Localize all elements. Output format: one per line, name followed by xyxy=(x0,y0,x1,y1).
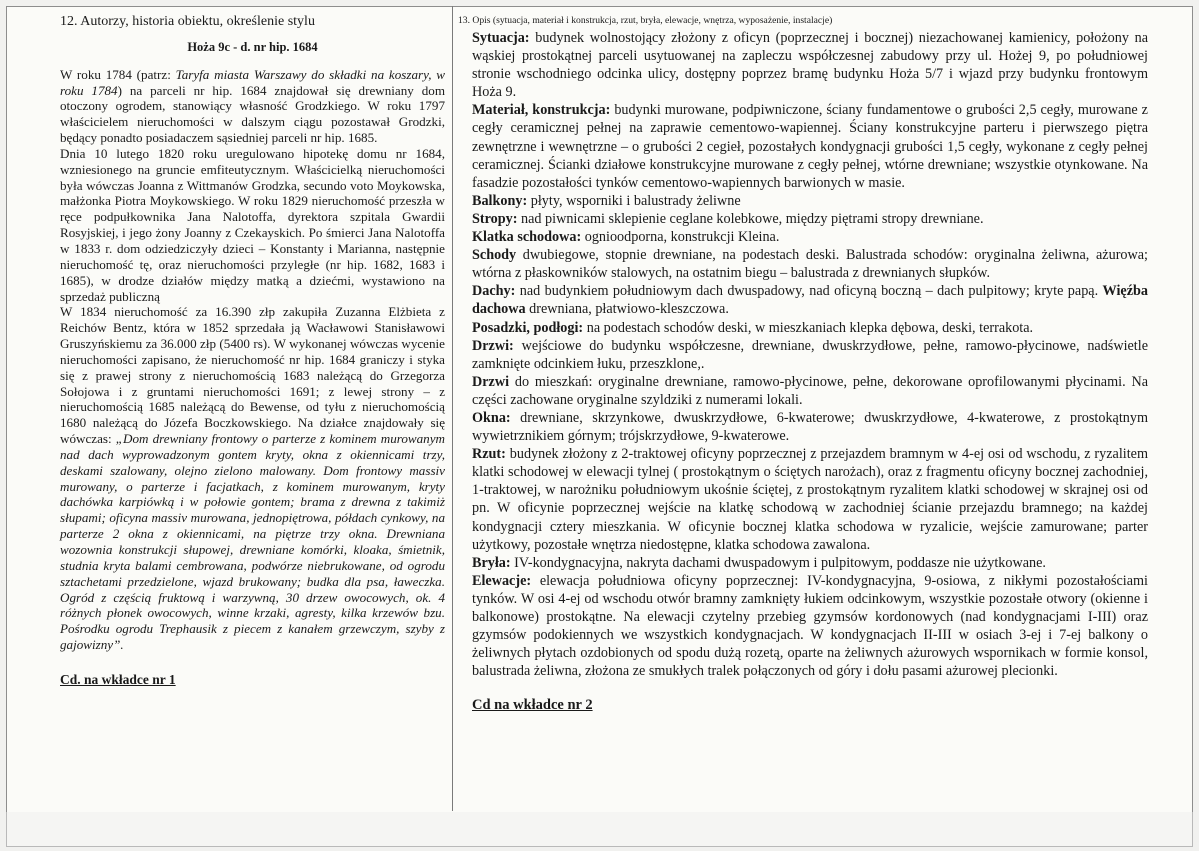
wiezba-text: drewniana, płatwiowo-kleszczowa. xyxy=(525,301,729,318)
klatka-paragraph xyxy=(472,228,1148,246)
continuation-note-1: Cd. na wkładce nr 1 xyxy=(60,671,176,687)
klatka-text: ognioodporna, konstrukcji Kleina. xyxy=(581,229,780,246)
schody-paragraph xyxy=(472,246,1148,282)
rzut-text: budynek złożony z 2-traktowej oficyny poprzecznej z przejazdem bramnym w 4-ej osi od wschodu, z ryzalitem klatki schodowej w elewacji tylnej ( prostokątnym o ściętych narożach), oraz z fragmentu oficyny bocznej zachodniej, 1-traktowej, w narożniku południowym ukośnie ściętej, z prostokątnym ryzalitem klatki schodowej w skrajnej osi od pn. W oficynie poprzecznej wejście na klatkę schodową w zachodniej ścianie przejazdu bramnego; na każdej kondygnacji cztery mieszkania. W oficynie bocznej klatka schodowa w ryzalicie, wejście zamurowane; parter użytkowy, pozostałe wnętrza niedostępne, klatka schodowa zawalona. xyxy=(472,446,1148,553)
history-paragraph-1 xyxy=(60,67,445,146)
drzwi-paragraph xyxy=(472,337,1148,373)
schody-label: Schody xyxy=(472,247,517,264)
section-13-heading: 13. Opis (sytuacja, materiał i konstrukcja, rzut, bryła, elewacje, wnętrza, wyposażenie, instalacje) xyxy=(458,15,833,26)
stropy-label: Stropy: xyxy=(472,210,518,227)
sytuacja-paragraph xyxy=(472,29,1148,101)
history-column xyxy=(60,14,445,688)
okna-label: Okna: xyxy=(472,409,511,426)
klatka-label: Klatka schodowa: xyxy=(472,229,582,246)
balkony-paragraph xyxy=(472,192,1148,210)
bottom-margin-strip xyxy=(6,812,1193,847)
p1-text-b: ) na parceli nr hip. 1684 znajdował się drewniany dom otoczony ogrodem, stanowiący własność Grodzkiego. W roku 1797 właścicielem nieruchomości w dalszym ciągu pozostawał Grodzki, będący ponadto posiadaczem sąsiedniej parceli nr hip. 1685. xyxy=(60,82,445,146)
posadzki-paragraph xyxy=(472,319,1148,337)
drzwi-mieszkan-label: Drzwi xyxy=(472,373,510,390)
okna-paragraph xyxy=(472,409,1148,445)
material-label: Materiał, konstrukcja: xyxy=(472,102,611,119)
elewacje-text: elewacja południowa oficyny poprzecznej: IV-kondygnacyjna, 9-osiowa, z nikłymi pozostałościami tynków. W osi 4-ej od wschodu otwór bramny zamknięty łukiem odcinkowym, wszystkie pozostałe otwory (okienne i balkonowe) prostokątne. Na elewacji czytelny przebieg gzymsów kordonowych (nad kondygnacjami I-III) oraz gzymsów podokiennych we wszystkich kondygnacjach. W kondygnacjach II-III w osiach 3-ej i 7-ej balkony o żeliwnych płytach ozdobionych od spodu dużą rozetą, oparte na żeliwnych ażurowych wspornikach w formie konsol, balustrada żeliwna, złożona ze smukłych tralek połączonych od góry i dołu pasami ażurowej plecionki. xyxy=(472,572,1148,680)
drzwi-text: wejściowe do budynku współczesne, drewniane, dwuskrzydłowe, pełne, ramowo-płycinowe, nadświetle zamknięte odcinkiem łuku, przeszklone,. xyxy=(472,337,1148,372)
drzwi-mieszkan-text: do mieszkań: oryginalne drewniane, ramowo-płycinowe, pełne, dekorowane oprofilowanymi płycinami. Na części zachowane oryginalne szyldziki z numerami lokali. xyxy=(472,373,1148,408)
okna-text: drewniane, skrzynkowe, dwuskrzydłowe, 6-kwaterowe; dwuskrzydłowe, 4-kwaterowe, z prostokątnym wywietrznikiem górnym; trójskrzydłowe, 9-kwaterowe. xyxy=(472,409,1148,445)
wiezba-label: Więźba dachowa xyxy=(472,283,1148,318)
stropy-paragraph xyxy=(472,210,1148,228)
rzut-label: Rzut: xyxy=(472,446,506,463)
rzut-paragraph xyxy=(472,445,1148,554)
balkony-label: Balkony: xyxy=(472,192,528,209)
history-paragraph-2: Dnia 10 lutego 1820 roku uregulowano hipotekę domu nr 1684, wzniesionego na gruncie emfiteutycznym. Właścicielką nieruchomości była wówczas Joanna z Wittmanów Grodzka, secundo voto Moykowska, małżonka Piotra Moykowskiego. W roku 1829 nieruchomość przeszła w ręce podpułkownika Jana Nalotoffa, dyrektora szpitala Gwardii Rosyjskiej, i jego żony Joanny z Czekayskich. Po śmierci Jana Nalotoffa w 1833 r. dom odziedziczyły dzieci – Konstanty i Marianna, następnie nieruchomość tę, oraz nieruchomości przyległe (nr hip. 1682, 1683 i 1685), w drodze działów między matką a dziećmi, wystawiono na sprzedaż publiczną xyxy=(60,145,445,304)
p1-text-a: W roku 1784 (patrz: xyxy=(60,66,176,82)
description-column xyxy=(458,14,1148,714)
posadzki-text: na podestach schodów deski, w mieszkaniach klepka dębowa, deski, terrakota. xyxy=(583,319,1034,336)
elewacje-label: Elewacje: xyxy=(472,572,532,589)
material-text: budynki murowane, podpiwniczone, ściany fundamentowe o grubości 2,5 cegły, murowane z cegły ceramicznej pełnej na zaprawie cementowo-wapiennej. Ściany konstrukcyjne parteru i pierwszego piętra zewnętrzne i wewnętrzne – o grubości 2 cegieł, pozostałych kondygnacji grubości 1,5 cegły, wykonane z cegły pełnej ceramicznej. Ścianki działowe konstrukcyjne murowane z cegły pełnej, wtórne drewniane; wszystkie otynkowane. Na fasadzie pozostałości tynków cementowo-wapiennych barwionych w masie. xyxy=(472,102,1148,191)
posadzki-label: Posadzki, podłogi: xyxy=(472,319,584,336)
address-subheading: Hoża 9c - d. nr hip. 1684 xyxy=(187,39,318,54)
drzwi-label: Drzwi: xyxy=(472,337,514,354)
history-paragraph-3 xyxy=(60,304,445,653)
dachy-label: Dachy: xyxy=(472,283,516,300)
column-divider xyxy=(452,6,453,811)
sytuacja-text: budynek wolnostojący złożony z oficyn (poprzecznej i bocznej) niezachowanej kamienicy, położony na wąskiej prostokątnej parceli usytuowanej na zapleczu współczesnej zabudowy przy ul. Hożej 9, po południowej stronie wschodniego odcinka ulicy, dostępny poprzez bramę budynku Hoża 5/7 i wjazd przy budynku frontowym Hoża 9. xyxy=(472,30,1148,101)
schody-text: dwubiegowe, stopnie drewniane, na podestach deski. Balustrada schodów: oryginalna żeliwna, ażurowa; wtórna z płaskowników stalowych, na ostatnim biegu – balustrada z drewnianych słupków. xyxy=(472,247,1148,282)
p3-italic-quote: „Dom drewniany frontowy o parterze z kominem murowanym nad dach wyprowadzonym gontem kryty, okna z okiennicami trzy, deskami szalowany, olejno zielono malowany. Dom frontowy massiv murowany, o parterze i facjatkach, z kominem murowanym, kryty dachówka karpiówką i w połowie gontem; brama z drewna z takimiż słupami; oficyna massiv murowana, jednopiętrowa, półdach cynkowy, na parterze 2 okna z okiennicami, na piętrze trzy okna. Drewniana wozownia konstrukcji słupowej, drewniane komórki, kloaka, śmietnik, studnia kryta balami cembrowana, podwórze niebrukowane, od ogrodu sztachetami przedzielone, wjazd brukowany; budka dla psa, ławeczka. Ogród z częścią fruktową i warzywną, 30 drzew owocowych, ok. 4 różnych płonek owocowych, winne krzaki, agresty, kilka krzewów bzu. Pośrodku ogrodu Trephausik z piecem z kanałem grzewczym, szyby z gajowizny”. xyxy=(60,431,445,653)
elewacje-paragraph xyxy=(472,572,1148,681)
bryla-text: IV-kondygnacyjna, nakryta dachami dwuspadowym i pulpitowym, poddasze nie użytkowane. xyxy=(510,554,1046,571)
sytuacja-label: Sytuacja: xyxy=(472,30,530,46)
material-paragraph xyxy=(472,101,1148,191)
bryla-label: Bryła: xyxy=(472,554,511,571)
dachy-paragraph xyxy=(472,282,1148,318)
drzwi-mieszkan-paragraph xyxy=(472,373,1148,409)
stropy-text: nad piwnicami sklepienie ceglane kolebkowe, między piętrami stropy drewniane. xyxy=(517,210,984,227)
p3-text-a: W 1834 nieruchomość za 16.390 złp zakupiła Zuzanna Elżbieta z Reichów Bentz, która w 1852 sprzedała ją Wacławowi Stanisławowi Gruszyńskiemu za 36.000 złp (5400 rs). W wykonanej wówczas wycenie nieruchomości zapisano, że nieruchomość nr hip. 1684 graniczy i styka się z prawej strony z nieruchomością 1683 należącą do Grzegorza Sołojowa i z gruntami nieruchomości 1691; z lewej strony – z nieruchomością 1685 należącą do Bewense, od tyłu z nieruchomością 1680 należącą do Józefa Boczkowskiego. Na działce znajdowały się wówczas: xyxy=(60,304,445,447)
section-12-heading: 12. Autorzy, historia obiektu, określenie stylu xyxy=(60,14,315,29)
dachy-text: nad budynkiem południowym dach dwuspadowy, nad oficyną boczną – dach pulpitowy; kryte papą. xyxy=(515,283,1103,300)
balkony-text: płyty, wsporniki i balustrady żeliwne xyxy=(527,192,741,209)
bryla-paragraph xyxy=(472,554,1148,572)
continuation-note-2: Cd na wkładce nr 2 xyxy=(472,697,593,714)
p1-italic-source: Taryfa miasta Warszawy do składki na koszary, w roku 1784 xyxy=(60,66,445,98)
